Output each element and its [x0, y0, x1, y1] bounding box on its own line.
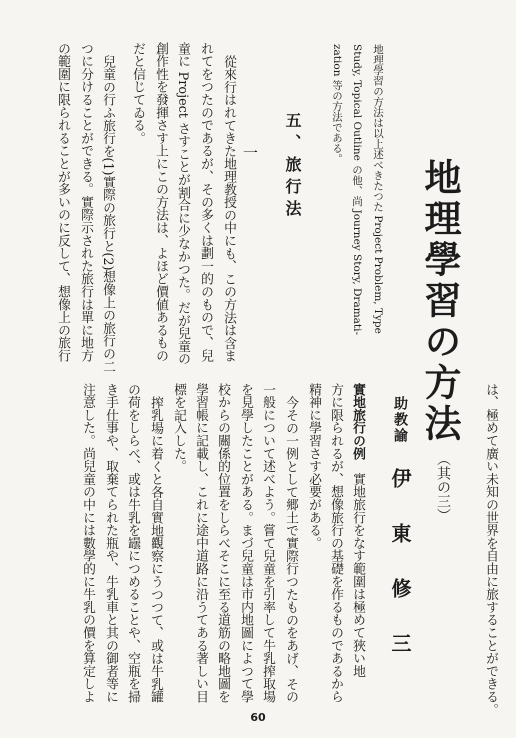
- subheading: 實地旅行の例: [350, 383, 365, 460]
- body-column: 一般について述べよう。嘗て兒童を引率して牛乳搾取場: [260, 383, 275, 703]
- body-column: 方に限られるが、想像旅行の基礎を作るものであるから: [328, 383, 343, 703]
- body-text: 實地旅行をなす範圍は極めて狹い地: [350, 472, 365, 678]
- body-column: 童に Project さすことが割合に少なかつた。だが兒童の: [175, 42, 190, 366]
- body-column: つに分けることができる。實際示された旅行は單に地方: [78, 42, 93, 362]
- author-role: 助教諭: [392, 396, 408, 444]
- article-title: 地理學習の方法: [418, 158, 462, 445]
- author-name: 伊東修三: [388, 468, 412, 688]
- body-column: き手仕事や、取棄てられた瓶や、牛乳車と其の御者等に: [103, 383, 118, 703]
- body-column: を見學したことがある。まづ兒童は市内地圖によつて學: [238, 383, 253, 703]
- intro-note-line: Study, Topical Outline の他、尚 Journey Story, Dramati-: [351, 44, 363, 336]
- body-column: 學習帳に記載し、これに途中道路に沿うてある著しい目: [193, 383, 208, 703]
- body-column: の荷をしらべ、或は牛乳を罎につめることや、空瓶を掃: [125, 383, 140, 703]
- intro-note-line: 地理學習の方法は以上述べきたつた Project Problem, Type: [372, 44, 384, 334]
- body-column: 從來行はれてきた地理教授の中にも、この方法は含ま: [221, 54, 236, 362]
- subsection-number: 一: [241, 145, 259, 160]
- body-column: 創作性を發揮さす上にこの方法は、よほど價値あるもの: [153, 42, 168, 362]
- body-column: 今その一例として郷土で實際行つたものをあげ、その: [283, 395, 298, 703]
- body-column-with-subheading: [348, 383, 366, 718]
- section-heading: 五、旅行法: [283, 112, 302, 222]
- body-column: 注意した。尚兒童の中には數學的に牛乳の價を算定しよ: [80, 383, 95, 703]
- body-column: 精神に學習さす必要がある。: [306, 383, 321, 550]
- article-part-label: （其の三）: [435, 452, 451, 522]
- body-column: は、極めて廣い未知の世界を自由に旅することができる。: [483, 383, 498, 716]
- body-column: 校からの關係的位置をしらべそこに至る道筋の略地圖を: [215, 383, 230, 703]
- intro-note-line: zation 等の方法である。: [331, 44, 343, 164]
- body-column: 標を記入した。: [171, 383, 186, 473]
- body-column: 兒童の行ふ旅行を(1)實際の旅行と(2)想像上の旅行の二: [100, 54, 115, 373]
- body-column: の範圍に限られることが多いのに反して、想像上の旅行: [55, 42, 70, 362]
- body-column: 搾乳場に着くと各自實地觀察にうつつて、或は牛乳罐: [148, 395, 163, 703]
- body-column: だと信じてゐる。: [130, 42, 145, 145]
- body-column: れてをつたのであるが、その多くは劃一的のもので、兒: [198, 42, 213, 362]
- page-number: 60: [250, 711, 266, 724]
